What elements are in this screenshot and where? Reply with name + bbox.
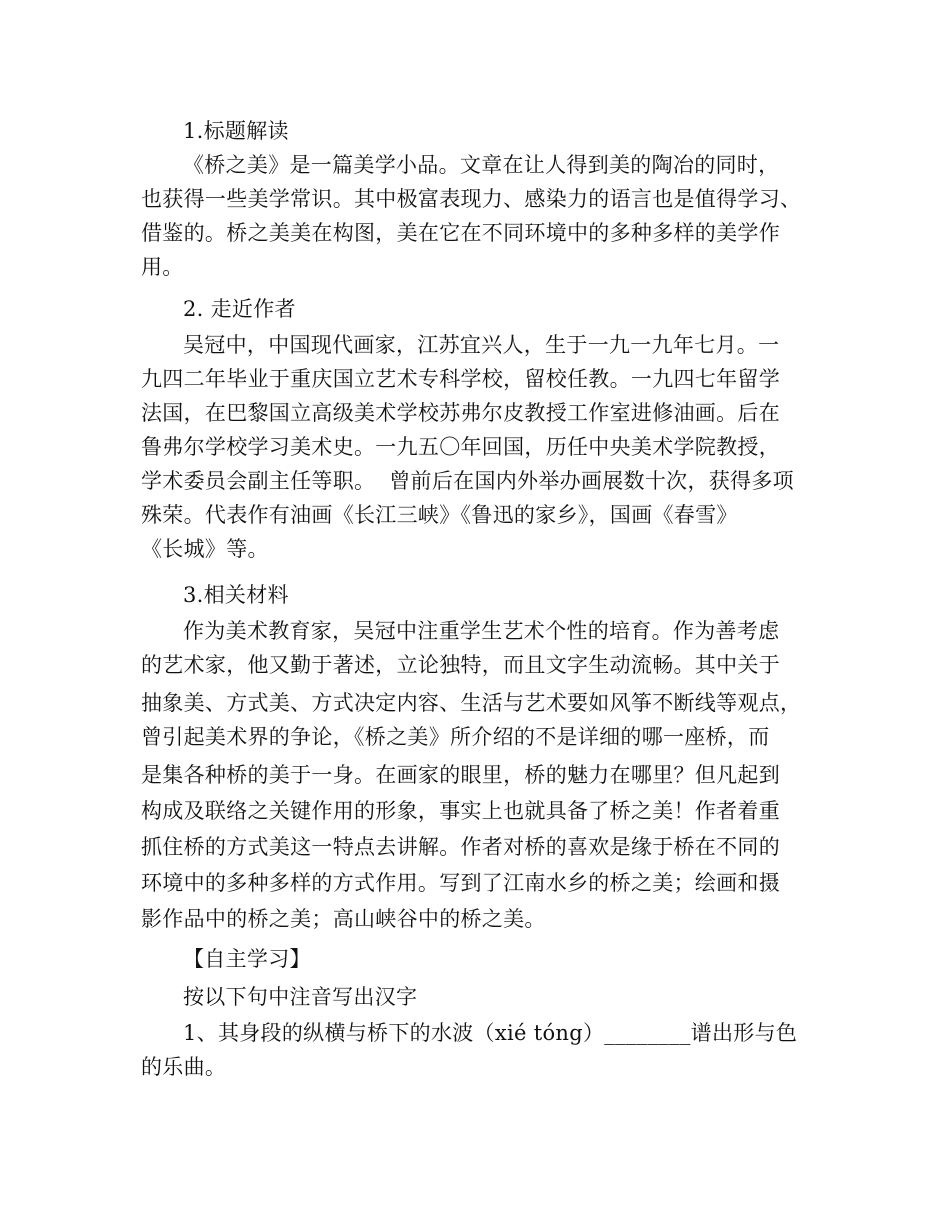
section-heading-self-study: 【自主学习】 [183,947,311,971]
paragraph-line: 学术委员会副主任等职。 曾前后在国内外举办画展数十次，获得多项 [141,469,794,493]
paragraph-line: 构成及联络之关键作用的形象，事实上也就具备了桥之美！作者着重 [141,799,780,823]
paragraph-line: 是集各种桥的美于一身。在画家的眼里，桥的魅力在哪里？但凡起到 [141,763,780,787]
paragraph-line: 《长城》等。 [141,537,269,561]
section-heading-title-reading: 1.标题解读 [183,119,289,143]
paragraph-line: 殊荣。代表作有油画《长江三峡》《鲁迅的家乡》，国画《春雪》 [141,503,738,527]
paragraph-line: 影作品中的桥之美；高山峡谷中的桥之美。 [141,907,546,931]
paragraph-line: 的艺术家，他又勤于著述，立论独特，而且文字生动流畅。其中关于 [141,653,780,677]
paragraph-line: 鲁弗尔学校学习美术史。一九五〇年回国，历任中央美术学院教授， [141,435,780,459]
paragraph-line: 吴冠中，中国现代画家，江苏宜兴人，生于一九一九年七月。一 [183,333,780,357]
paragraph-line: 也获得一些美学常识。其中极富表现力、感染力的语言也是值得学习、 [141,187,802,211]
question-line: 1、其身段的纵横与桥下的水波（xié tóng）________谱出形与色 [183,1021,798,1045]
paragraph-line: 抽象美、方式美、方式决定内容、生活与艺术要如风筝不断线等观点， [141,691,802,715]
section-heading-author: 2. 走近作者 [183,297,296,321]
instruction-line: 按以下句中注音写出汉字 [183,985,418,1009]
paragraph-line: 曾引起美术界的争论，《桥之美》所介绍的不是详细的哪一座桥，而 [141,725,770,749]
paragraph-line: 环境中的多种多样的方式作用。写到了江南水乡的桥之美；绘画和摄 [141,871,780,895]
paragraph-line: 九四二年毕业于重庆国立艺术专科学校，留校任教。一九四七年留学 [141,367,780,391]
paragraph-line: 法国，在巴黎国立高级美术学校苏弗尔皮教授工作室进修油画。后在 [141,401,780,425]
paragraph-line: 借鉴的。桥之美美在构图，美在它在不同环境中的多种多样的美学作 [141,221,780,245]
paragraph-line: 作为美术教育家，吴冠中注重学生艺术个性的培育。作为善考虑 [183,619,780,643]
question-line: 的乐曲。 [141,1055,227,1079]
paragraph-line: 用。 [141,255,184,279]
section-heading-materials: 3.相关材料 [183,583,289,607]
paragraph-line: 《桥之美》是一篇美学小品。文章在让人得到美的陶冶的同时， [183,153,780,177]
paragraph-line: 抓住桥的方式美这一特点去讲解。作者对桥的喜欢是缘于桥在不同的 [141,835,780,859]
